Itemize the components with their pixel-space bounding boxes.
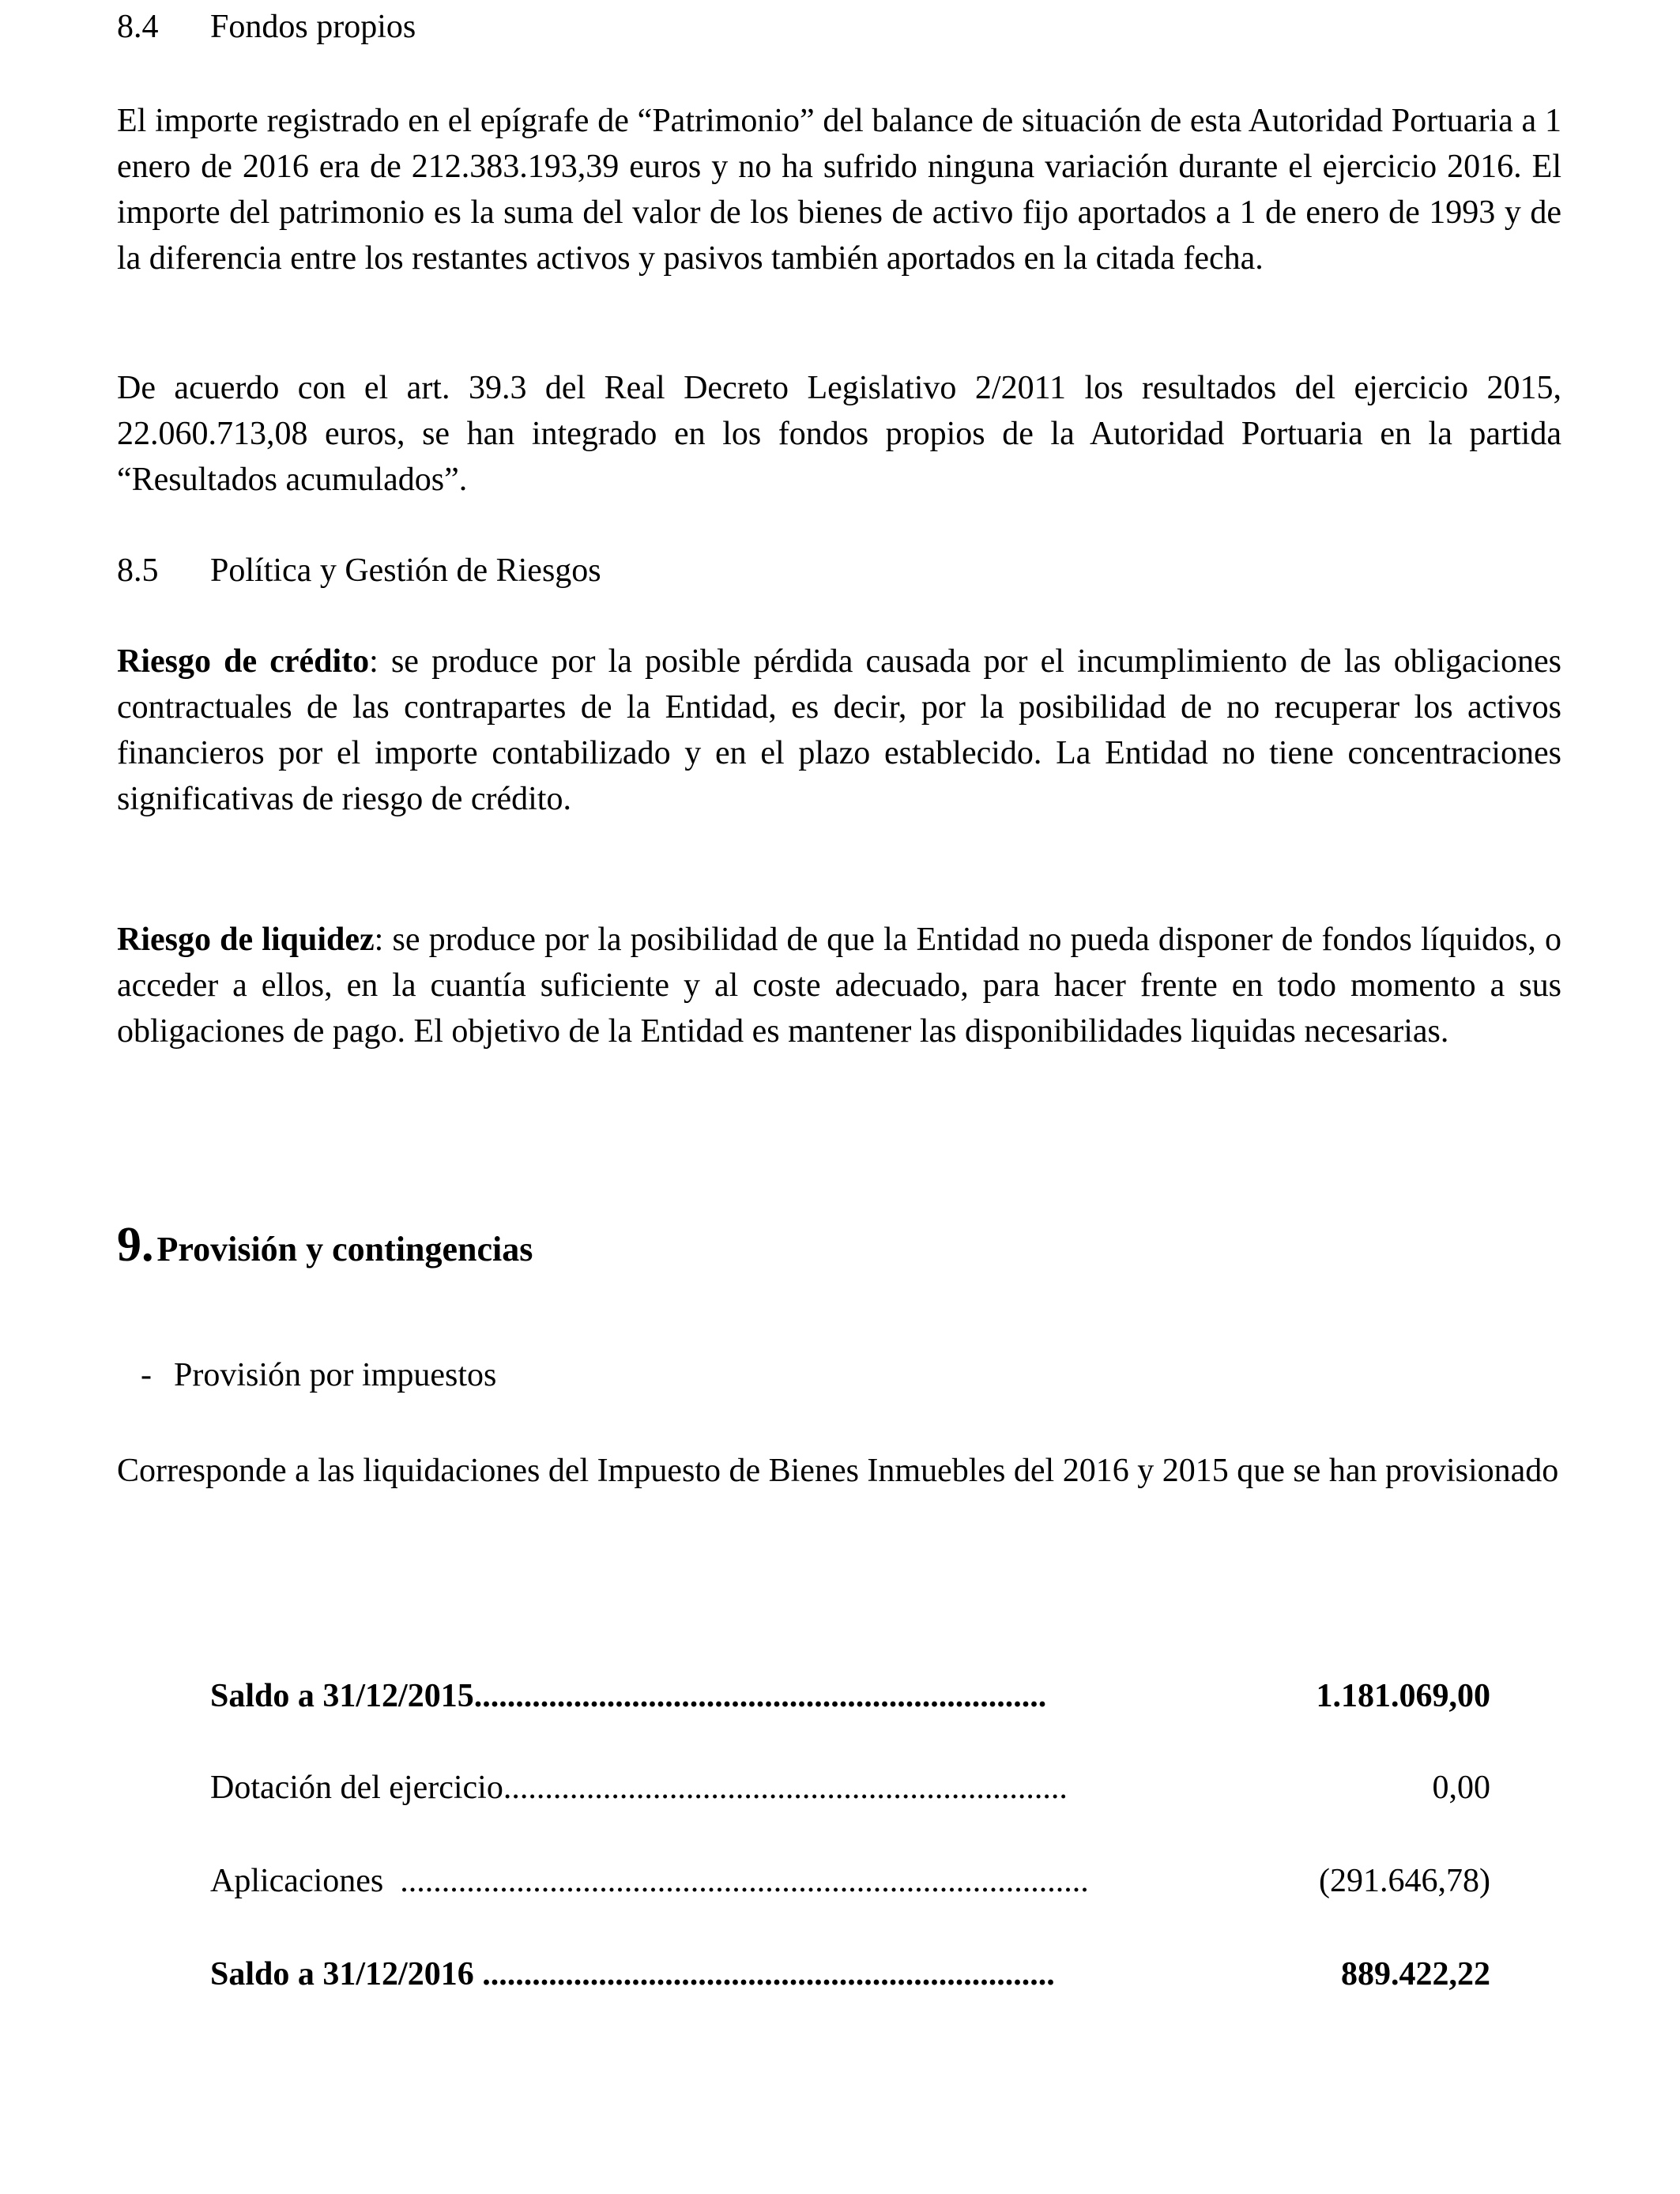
credit-risk-paragraph [117, 639, 1561, 822]
bullet-dash: - [141, 1357, 152, 1393]
ledger-amount: 0,00 [1432, 1770, 1490, 1806]
section-title: Fondos propios [210, 9, 416, 45]
ledger-amount: 889.422,22 [1341, 1956, 1490, 1992]
ledger-label: Saldo a 31/12/2016 ..................................................................... [210, 1956, 1055, 1992]
section-title: Provisión y contingencias [156, 1230, 533, 1269]
patrimonio-paragraph: El importe registrado en el epígrafe de “Patrimonio” del balance de situación de esta Autoridad Portuaria a 1 enero de 2016 era de 212.383.193,39 euros y no ha sufrido ninguna variación durante el ejercicio 2016. El importe del patrimonio es la suma del valor de los bienes de activo fijo aportados a 1 de enero de 1993 y de la diferencia entre los restantes activos y pasivos también aportados en la citada fecha. [117, 103, 1561, 277]
ledger-label: Saldo a 31/12/2015..................................................................... [210, 1678, 1047, 1714]
section-title: Política y Gestión de Riesgos [210, 552, 601, 589]
ledger-label: Aplicaciones ................................................................................... [210, 1863, 1089, 1899]
ledger-row-closing-balance [210, 1951, 1490, 1998]
ledger-row-dotacion [210, 1764, 1490, 1811]
ledger-row-aplicaciones [210, 1857, 1490, 1905]
dot-leader: .................................................................... [503, 1770, 1068, 1806]
liquidity-risk-paragraph [117, 917, 1561, 1054]
dot-leader: ................................................................................... [400, 1863, 1089, 1899]
ledger-label: Dotación del ejercicio.................................................................... [210, 1770, 1068, 1806]
dot-leader: ..................................................................... [482, 1956, 1055, 1992]
section-number: 8.4 [117, 9, 159, 45]
liquidity-risk-text: : se produce por la posibilidad de que la Entidad no pueda disponer de fondos líquidos, o acceder a ellos, en la cuantía suficiente y al coste adecuado, para hacer frente en todo momento a sus obligaciones de pago. El objetivo de la Entidad es mantener las disponibilidades liquidas necesarias. [117, 922, 1561, 1050]
resultados-paragraph: De acuerdo con el art. 39.3 del Real Decreto Legislativo 2/2011 los resultados del ejercicio 2015, 22.060.713,08 euros, se han integrado en los fondos propios de la Autoridad Portuaria en la partida “Resultados acumulados”. [117, 370, 1561, 498]
bullet-text: Provisión por impuestos [174, 1357, 497, 1393]
dot-leader: ..................................................................... [473, 1678, 1047, 1714]
section-number: 9. [117, 1218, 154, 1272]
liquidity-risk-term: Riesgo de liquidez [117, 922, 375, 958]
ledger-row-opening-balance [210, 1672, 1490, 1720]
provision-paragraph: Corresponde a las liquidaciones del Impuesto de Bienes Inmuebles del 2016 y 2015 que se han provisionado [117, 1453, 1559, 1489]
ledger-amount: 1.181.069,00 [1316, 1678, 1490, 1714]
section-number: 8.5 [117, 552, 159, 589]
credit-risk-text: : se produce por la posible pérdida causada por el incumplimiento de las obligaciones contractuales de las contrapartes de la Entidad, es decir, por la posibilidad de no recuperar los activos financieros por el importe contabilizado y en el plazo establecido. La Entidad no tiene concentraciones significativas de riesgo de crédito. [117, 643, 1561, 817]
ledger-amount: (291.646,78) [1319, 1863, 1490, 1899]
section-9-heading [117, 1217, 533, 1273]
bullet-item [141, 1353, 496, 1397]
credit-risk-term: Riesgo de crédito [117, 643, 370, 680]
section-8-4-heading [117, 5, 416, 49]
section-8-5-heading [117, 548, 601, 593]
